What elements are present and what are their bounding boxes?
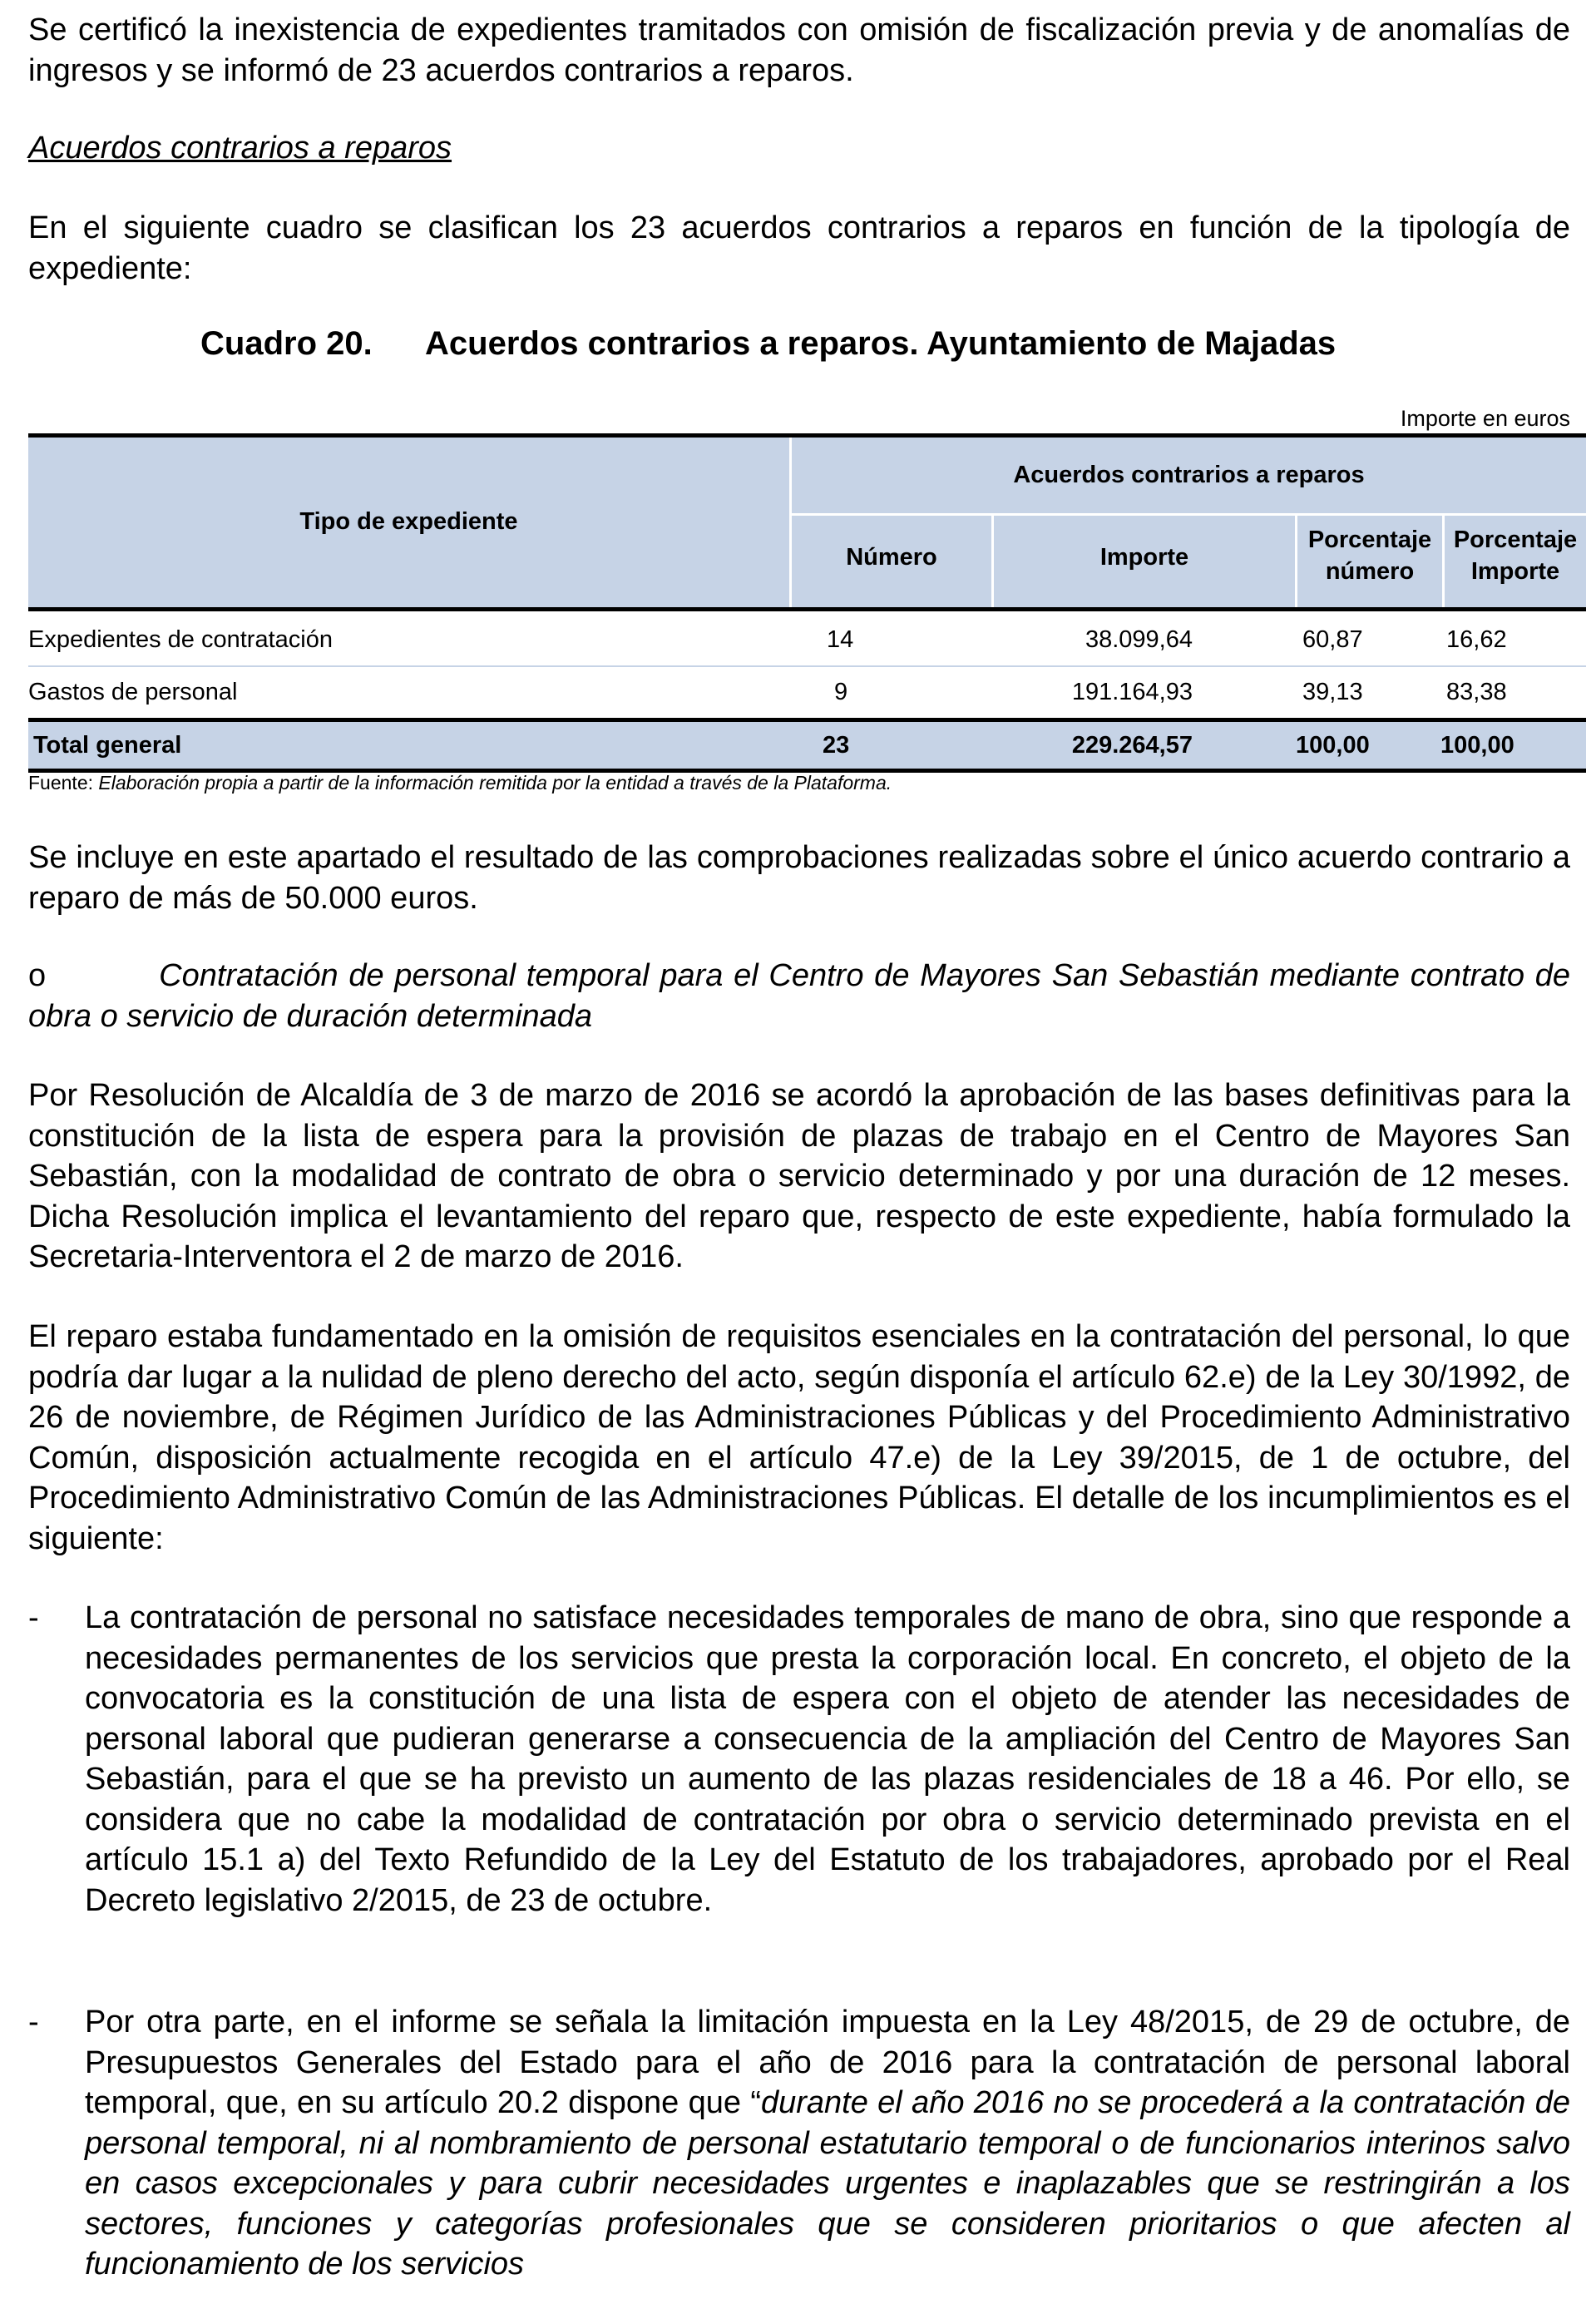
cell-total-pct-importe: 100,00	[1440, 732, 1514, 759]
cell-pct-importe: 16,62	[1446, 626, 1507, 653]
header-pct-numero: Porcentaje número	[1307, 527, 1432, 585]
table-intro-paragraph: En el siguiente cuadro se clasifican los 23 acuerdos contrarios a reparos en función de la tipología de expediente:	[28, 210, 1570, 286]
list-item-text: Por otra parte, en el informe se señala la limitación impuesta en la Ley 48/2015, de 29 de octubre, de Presupuestos Generales del Estado para el año de 2016 para la contratación de personal laboral temporal, que, en su artículo 20.2 dispone que “durante el año 2016 no se procederá a la contratación de personal temporal, ni al nombramiento de personal estatutario temporal o de funcionarios interinos salvo en casos excepcionales y para cubrir necesidades urgentes e inaplazables que se restringirán a los sectores, funciones y categorías profesionales que se consideren prioritarios o que afecten al funcionamiento de los servicios	[85, 2005, 1570, 2282]
cell-tipo: Expedientes de contratación	[28, 626, 333, 653]
cell-importe: 191.164,93	[1071, 679, 1193, 705]
cell-pct-importe: 83,38	[1446, 679, 1507, 705]
cell-pct-numero: 39,13	[1302, 679, 1363, 705]
paragraph-incluye: Se incluye en este apartado el resultado de las comprobaciones realizadas sobre el único acuerdo contrario a reparo de más de 50.000 euros.	[28, 840, 1570, 916]
section-heading: Acuerdos contrarios a reparos	[28, 131, 452, 166]
table-source-note: Fuente: Elaboración propia a partir de la información remitida por la entidad a través de la Plataforma.	[28, 772, 892, 794]
table-title	[200, 323, 1336, 364]
table-row	[28, 611, 1586, 665]
list-item-text: La contratación de personal no satisface necesidades temporales de mano de obra, sino que responde a necesidades permanentes de los servicios que presta la corporación local. En concreto, el objeto de la convocatoria es la constitución de una lista de espera con el objeto de atender las necesidades de personal laboral que pudieran generarse a consecuencia de la ampliación del Centro de Mayores San Sebastián, para el que se ha previsto un aumento de las plazas residenciales de 18 a 46. Por ello, se considera que no cabe la modalidad de contratación por obra o servicio determinado prevista en el artículo 15.1 a) del Texto Refundido de la Ley del Estatuto de los trabajadores, aprobado por el Real Decreto legislativo 2/2015, de 23 de octubre.	[85, 1600, 1570, 1918]
dash-mark: -	[28, 2005, 39, 2040]
cell-tipo: Gastos de personal	[28, 679, 238, 705]
paragraph-resolucion: Por Resolución de Alcaldía de 3 de marzo de 2016 se acordó la aprobación de las bases definitivas para la constitución de la lista de espera para la provisión de plazas de trabajo en el Centro de Mayores San Sebastián, con la modalidad de contrato de obra o servicio determinado y por una duración de 12 meses. Dicha Resolución implica el levantamiento del reparo que, respecto de este expediente, había formulado la Secretaria-Interventora el 2 de marzo de 2016.	[28, 1078, 1570, 1274]
subsection-title: Contratación de personal temporal para el Centro de Mayores San Sebastián mediante contrato de obra o servicio de duración determinada	[28, 958, 1570, 1034]
cell-importe: 38.099,64	[1085, 626, 1193, 653]
cell-numero: 14	[827, 626, 854, 653]
cell-total-importe: 229.264,57	[1071, 732, 1193, 759]
bullet-mark: o	[28, 958, 47, 993]
paragraph-reparo: El reparo estaba fundamentado en la omisión de requisitos esenciales en la contratación del personal, lo que podría dar lugar a la nulidad de pleno derecho del acto, según disponía el artículo 62.e) de la Ley 30/1992, de 26 de noviembre, de Régimen Jurídico de las Administraciones Públicas y del Procedimiento Administrativo Común, disposición actualmente recogida en el artículo 47.e) de la Ley 39/2015, de 1 de octubre, del Procedimiento Administrativo Común de las Administraciones Públicas. El detalle de los incumplimientos es el siguiente:	[28, 1319, 1570, 1556]
table-total-row	[28, 718, 1586, 773]
table-number: Cuadro 20.	[200, 325, 373, 362]
intro-paragraph: Se certificó la inexistencia de expedientes tramitados con omisión de fiscalización previa y de anomalías de ingresos y se informó de 23 acuerdos contrarios a reparos.	[28, 12, 1570, 88]
header-importe: Importe	[1099, 544, 1189, 571]
cell-pct-numero: 60,87	[1302, 626, 1363, 653]
header-pct-importe: Porcentaje Importe	[1453, 527, 1578, 585]
data-table	[28, 433, 1586, 773]
cell-total-tipo: Total general	[33, 732, 182, 759]
table-header	[28, 433, 1586, 611]
header-numero: Número	[846, 544, 937, 571]
units-note: Importe en euros	[1400, 406, 1570, 431]
cell-numero: 9	[834, 679, 848, 705]
header-tipo: Tipo de expediente	[299, 508, 518, 535]
list-item	[28, 1598, 1570, 1921]
header-group: Acuerdos contrarios a reparos	[1013, 462, 1365, 488]
subsection-heading	[28, 956, 1570, 1036]
cell-total-numero: 23	[823, 732, 850, 759]
list-item	[28, 2002, 1570, 2285]
cell-total-pct-numero: 100,00	[1296, 732, 1370, 759]
table-row	[28, 667, 1586, 718]
table-title-text: Acuerdos contrarios a reparos. Ayuntamiento de Majadas	[425, 325, 1337, 362]
dash-mark: -	[28, 1600, 39, 1635]
